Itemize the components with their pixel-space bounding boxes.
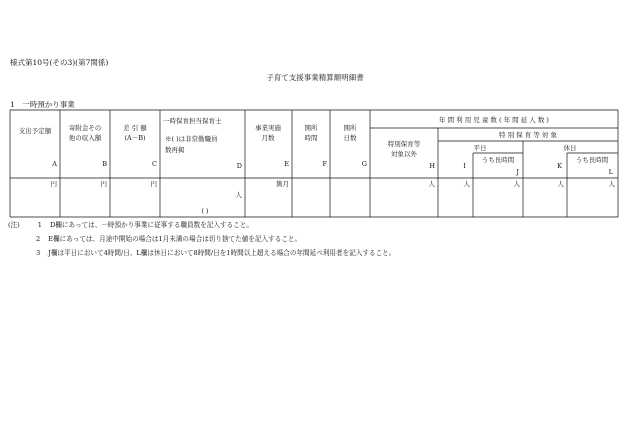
note-text: D欄にあっては、一時預かり事業に従事する職員数を記入すること。 (49, 221, 253, 229)
section-title: 1 一時預かり事業 (10, 100, 75, 109)
header-f-label: 開所 (304, 124, 318, 132)
header-d-label: 一時保育担当保育士 (163, 117, 222, 125)
note-number: 1 (37, 221, 42, 229)
header-c-formula: (A－B) (124, 134, 146, 142)
unit-c-yen: 円 (150, 180, 157, 188)
note-3 (36, 250, 395, 257)
unit-b-yen: 円 (100, 180, 107, 188)
note-1 (8, 222, 253, 229)
header-c-label: 差 引 額 (123, 124, 147, 132)
header-b-letter: B (102, 160, 107, 168)
header-g-letter: G (361, 160, 367, 168)
unit-e-months: 箇月 (276, 180, 289, 188)
header-j-label: うち長時間 (481, 156, 515, 164)
header-e-letter: E (284, 160, 289, 168)
header-annual-users: 年 間 利 用 児 童 数 ( 年 間 延 人 数 ) (439, 116, 549, 124)
header-g-label: 開所 (343, 124, 357, 132)
note-number: 3 (36, 249, 41, 257)
header-b-label: 寄附金その (68, 124, 102, 132)
header-h-label-2: 対象以外 (391, 150, 417, 158)
header-d-note-2: 数再掲 (165, 146, 185, 154)
unit-d-person: 人 (235, 191, 242, 199)
note-text: E欄にあっては、月途中開始の場合は1月未満の場合は切り捨てた値を記入すること。 (48, 235, 302, 243)
header-a-label: 支出予定額 (18, 127, 52, 135)
form-number: 様式第10号(その3)(第7関係) (10, 58, 109, 67)
note-2 (36, 236, 301, 243)
header-i-letter: I (463, 162, 466, 170)
header-d-letter: D (236, 162, 242, 170)
header-b-label-2: 他の収入額 (68, 134, 102, 142)
unit-j-person: 人 (513, 180, 520, 188)
header-f-letter: F (322, 160, 327, 168)
header-weekday: 平日 (473, 144, 487, 152)
header-j-letter: J (516, 168, 519, 176)
header-k-letter: K (557, 162, 562, 170)
unit-l-person: 人 (608, 180, 615, 188)
header-d-note: ※( )は非常勤職員 (165, 135, 218, 143)
header-l-label: うち長時間 (575, 156, 609, 164)
header-l-letter: L (608, 168, 613, 176)
unit-d-parttime-paren: ( ) (201, 207, 209, 215)
note-label: (注) (8, 221, 20, 229)
header-e-label: 事業実施 (255, 124, 281, 132)
header-f-label-2: 時間 (304, 134, 318, 142)
unit-h-person: 人 (428, 180, 435, 188)
header-special-care: 特 別 保 育 等 対 象 (499, 131, 557, 139)
note-text: J欄は平日において4時間/日、L欄は休日において8時間/日を1時間以上超える場合の年間延べ利用者を記入すること。 (48, 249, 396, 257)
note-number: 2 (36, 235, 41, 243)
header-holiday: 休日 (563, 144, 577, 152)
header-h-letter: H (429, 162, 435, 170)
header-h-label: 特別保育等 (387, 140, 421, 148)
header-e-label-2: 月数 (261, 134, 275, 142)
header-c-letter: C (152, 160, 157, 168)
unit-a-yen: 円 (50, 180, 57, 188)
document-title: 子育て支援事業精算額明細書 (266, 73, 364, 82)
header-g-label-2: 日数 (343, 134, 357, 142)
header-a-letter: A (52, 160, 57, 168)
unit-i-person: 人 (463, 180, 470, 188)
unit-k-person: 人 (557, 180, 564, 188)
